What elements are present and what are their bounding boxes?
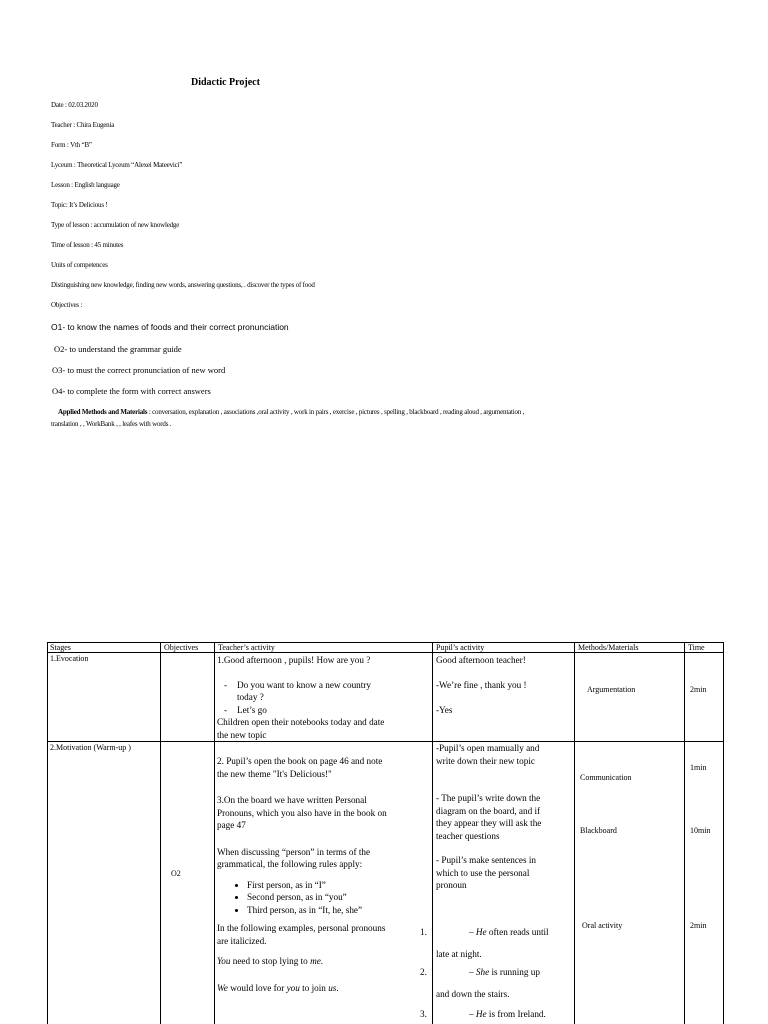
teacher-board-line2: Pronouns, which you also have in the book on xyxy=(217,807,387,818)
header-time: Time xyxy=(688,643,705,652)
pupil-sentences-line1: - Pupil’s make sentences in xyxy=(436,855,537,865)
header-objectives: Objectives xyxy=(164,643,199,652)
method-blackboard: Blackboard xyxy=(580,826,617,835)
header-pupil: Pupil’s activity xyxy=(436,643,485,652)
time-evocation: 2min xyxy=(690,685,707,694)
pupil-yes: -Yes xyxy=(436,705,453,715)
header-stages: Stages xyxy=(50,643,71,652)
lesson-line: Lesson : English language xyxy=(51,181,120,189)
form-line: Form : Vth “B” xyxy=(51,141,92,149)
teacher-new-theme: the new theme "It's Delicious!" xyxy=(217,768,332,779)
topic-line: Topic: It’s Delicious ! xyxy=(51,201,108,209)
time-2min: 2min xyxy=(690,921,707,930)
lesson-time-line: Time of lesson : 45 minutes xyxy=(51,241,124,249)
time-1min: 1min xyxy=(690,763,707,772)
teacher-line: Teacher : Chira Eugenia xyxy=(51,121,115,129)
applied-methods-cont: translation , , WorkBank , , leafes with words . xyxy=(51,420,172,428)
teacher-activity-1 xyxy=(217,654,429,741)
time-10min: 10min xyxy=(690,826,711,835)
pupil-write-topic: write down their new topic xyxy=(436,755,535,766)
pupil-diagram-line3: they appear they will ask the xyxy=(436,818,542,828)
pupil-sentence-1-cont: late at night. xyxy=(436,949,482,959)
sentence-number-3: 3. xyxy=(420,1009,427,1019)
teacher-examples-line2: are italicized. xyxy=(217,935,267,946)
col-rule-2 xyxy=(214,642,215,1024)
pupil-activity-2 xyxy=(436,742,572,892)
teacher-open-book: 2. Pupil’s open the book on page 46 and note xyxy=(217,756,383,766)
header-teacher: Teacher’s activity xyxy=(218,643,275,652)
pupil-sentences-line2: which to use the personal xyxy=(436,867,530,878)
teacher-date-topic: the new topic xyxy=(217,729,267,740)
pupil-greeting: Good afternoon teacher! xyxy=(436,655,526,665)
pupil-diagram-line4: teacher questions xyxy=(436,830,500,841)
col-rule-4 xyxy=(574,642,575,1024)
table-row-rule xyxy=(47,741,724,742)
stage-motivation: 2.Motivation (Warm-up ) xyxy=(50,743,131,752)
objective-o4: O4- to complete the form with correct answers xyxy=(52,386,211,396)
pupil-fine: -We’re fine , thank you ! xyxy=(436,680,527,690)
objective-o2-cell: O2 xyxy=(171,869,181,878)
sentence-number-2: 2. xyxy=(420,967,427,977)
pupil-diagram-line1: - The pupil’s write down the xyxy=(436,793,541,803)
pupil-sentences-line3: pronoun xyxy=(436,880,467,890)
header-methods: Methods/Materials xyxy=(578,643,639,652)
applied-text: : conversation, explanation , associations ,oral activity , work in pairs , exercise , pictures , spelling , blackboard , reading aloud , argumentation , xyxy=(147,408,525,416)
applied-methods xyxy=(58,408,524,416)
col-rule-1 xyxy=(160,642,161,1024)
objective-o2: O2- to understand the grammar guide xyxy=(54,344,182,354)
teacher-activity-2 xyxy=(217,755,429,994)
teacher-person-line1: When discussing “person” in terms of the xyxy=(217,846,371,857)
pupil-sentence-2-cont: and down the stairs. xyxy=(436,989,510,999)
objectives-label: Objectives : xyxy=(51,301,83,309)
objective-o1: O1- to know the names of foods and their correct pronunciation xyxy=(51,322,289,332)
distinguish-line: Distinguishing new knowledge, finding new words, answering questions, . discover the types of food xyxy=(51,281,315,289)
teacher-question: - Do you want to know a new country today ? xyxy=(237,679,429,704)
objective-o3: O3- to must the correct pronunciation of new word xyxy=(52,365,226,375)
lesson-type-line: Type of lesson : accumulation of new knowledge xyxy=(51,221,180,229)
teacher-board-line3: page 47 xyxy=(217,820,246,830)
teacher-person-line2: grammatical, the following rules apply: xyxy=(217,859,363,869)
rule-third-person: • Third person, as in “It, he, she” xyxy=(247,904,429,917)
teacher-greeting: 1.Good afternoon , pupils! How are you ? xyxy=(217,655,371,665)
teacher-notebooks: Children open their notebooks today and date xyxy=(217,717,385,727)
date-line: Date : 02.03.2020 xyxy=(51,101,98,109)
stage-evocation: 1.Evocation xyxy=(50,654,89,663)
document-title: Didactic Project xyxy=(191,77,260,88)
pupil-sentence-3: – He is from Ireland. xyxy=(469,1009,546,1019)
example-sentence-2: We would love for you to join us. xyxy=(217,982,339,993)
method-communication: Communication xyxy=(580,773,632,782)
method-oral-activity: Oral activity xyxy=(582,921,623,930)
col-rule-5 xyxy=(684,642,685,1024)
teacher-board-line1: 3.On the board we have written Personal xyxy=(217,795,367,805)
applied-label: Applied Methods and Materials xyxy=(58,408,148,416)
col-rule-6 xyxy=(723,642,724,1024)
pupil-sentence-1: – He often reads until xyxy=(469,927,549,937)
col-rule-0 xyxy=(47,642,48,1024)
rule-second-person: • Second person, as in “you” xyxy=(247,891,429,904)
teacher-examples-line1: In the following examples, personal pronouns xyxy=(217,923,386,933)
lesson-table xyxy=(47,642,724,1024)
pupil-sentence-2: – She is running up xyxy=(469,967,540,977)
col-rule-3 xyxy=(432,642,433,1024)
pupil-diagram-line2: diagram on the board, and if xyxy=(436,805,541,816)
units-line: Units of competences xyxy=(51,261,108,269)
pupil-open-manual: -Pupil’s open mamually and xyxy=(436,743,540,753)
lyceum-line: Lyceum : Theoretical Lyceum “Alexei Mateevici” xyxy=(51,161,183,169)
example-sentence-1: You need to stop lying to me. xyxy=(217,956,324,966)
method-argumentation: Argumentation xyxy=(587,685,636,694)
sentence-number-1: 1. xyxy=(420,927,427,937)
teacher-lets-go: - Let’s go xyxy=(237,704,429,717)
rule-first-person: • First person, as in “I” xyxy=(247,879,429,892)
